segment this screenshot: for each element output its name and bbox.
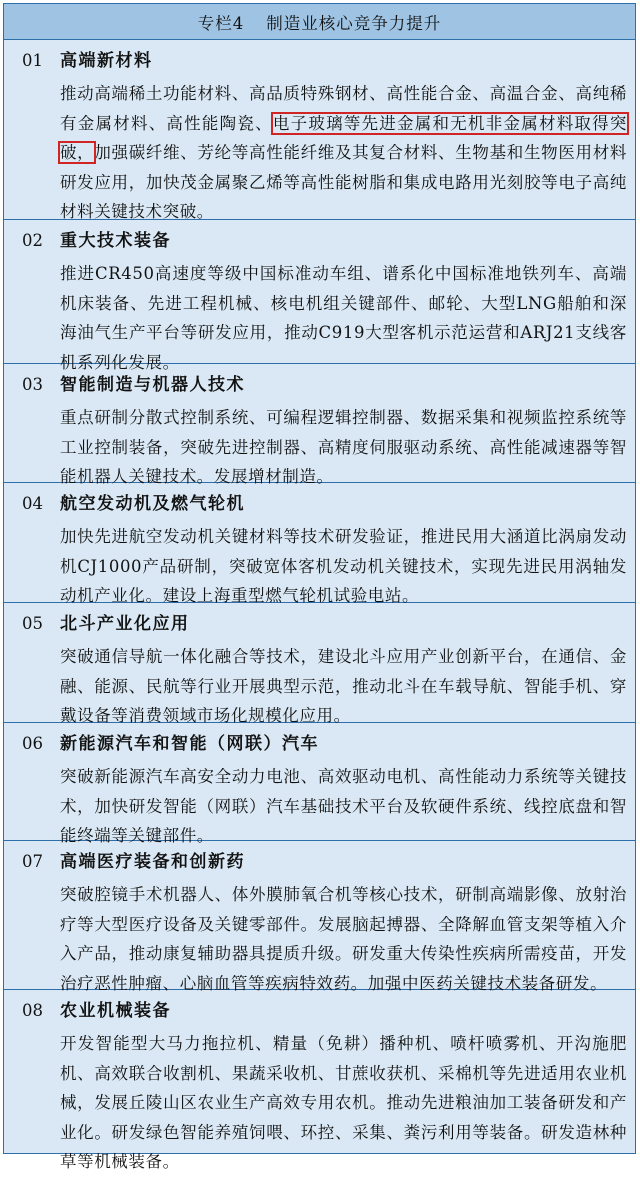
section-aero-engines (4, 483, 635, 603)
section-number: 05 (22, 614, 43, 633)
section-title: 高端新材料 (60, 51, 153, 71)
section-number: 06 (22, 734, 43, 753)
section-title: 智能制造与机器人技术 (60, 375, 245, 395)
section-beidou (4, 603, 635, 723)
column-box (3, 3, 636, 1171)
section-intelligent-manufacturing (4, 364, 635, 486)
section-body: 推进CR450高速度等级中国标准动车组、谱系化中国标准地铁列车、高端机床装备、先进工程机械、核电机组关键部件、邮轮、大型LNG船舶和深海油气生产平台等研发应用，推动C919大型客机示范运营和ARJ21支线客机系列化发展。 (60, 264, 627, 372)
section-number: 07 (22, 852, 43, 871)
section-title: 高端医疗装备和创新药 (60, 852, 245, 872)
section-number: 08 (22, 1001, 43, 1020)
section-title: 航空发动机及燃气轮机 (60, 494, 245, 514)
section-title: 新能源汽车和智能（网联）汽车 (60, 734, 319, 754)
section-new-energy-vehicles (4, 723, 635, 845)
section-title: 北斗产业化应用 (60, 614, 190, 634)
section-body: 开发智能型大马力拖拉机、精量（免耕）播种机、喷杆喷雾机、开沟施肥机、高效联合收割机、果蔬采收机、甘蔗收获机、采棉机等先进适用农业机械，发展丘陵山区农业生产高效专用农机。推动先进粮油加工装备研发和产业化。研发绿色智能养殖饲喂、环控、采集、粪污利用等装备。研发造林种草等机械装备。 (60, 1034, 627, 1171)
section-body (60, 79, 627, 227)
highlighted-text: 电子玻璃等先进金属和无机非金属材料取得突破， (60, 113, 628, 162)
section-body-text: 推动高端稀土功能材料、高品质特殊钢材、高性能合金、高温合金、高纯稀有金属材料、高性能陶瓷、 (60, 84, 627, 133)
section-title: 农业机械装备 (60, 1001, 171, 1021)
section-body: 加快先进航空发动机关键材料等技术研发验证，推进民用大涵道比涡扇发动机CJ1000产品研制，突破宽体客机发动机关键技术，实现先进民用涡轴发动机产业化。建设上海重型燃气轮机试验电站。 (60, 527, 627, 605)
column-header (4, 4, 635, 40)
section-number: 03 (22, 375, 43, 394)
section-number: 02 (22, 231, 43, 250)
column-number: 专栏4 (197, 13, 245, 33)
section-body-text: 加强碳纤维、芳纶等高性能纤维及其复合材料、生物基和生物医用材料研发应用，加快茂金属聚乙烯等高性能树脂和集成电路用光刻胶等电子高纯材料关键技术突破。 (60, 143, 627, 221)
section-body: 突破腔镜手术机器人、体外膜肺氧合机等核心技术，研制高端影像、放射治疗等大型医疗设备及关键零部件。发展脑起搏器、全降解血管支架等植入介入产品，推动康复辅助器具提质升级。研发重大传染性疾病所需疫苗，开发治疗恶性肿瘤、心脑血管等疾病特效药。加强中医药关键技术装备研发。 (60, 885, 627, 993)
section-body: 突破新能源汽车高安全动力电池、高效驱动电机、高性能动力系统等关键技术，加快研发智能（网联）汽车基础技术平台及软硬件系统、线控底盘和智能终端等关键部件。 (60, 767, 627, 845)
section-agricultural-machinery (4, 990, 635, 1171)
section-number: 04 (22, 494, 43, 513)
section-advanced-materials (4, 40, 635, 220)
section-major-equipment (4, 220, 635, 372)
section-number: 01 (22, 51, 43, 70)
section-title: 重大技术装备 (60, 231, 171, 251)
section-medical-equipment (4, 841, 635, 993)
section-body: 重点研制分散式控制系统、可编程逻辑控制器、数据采集和视频监控系统等工业控制装备，突破先进控制器、高精度伺服驱动系统、高性能减速器等智能机器人关键技术。发展增材制造。 (60, 408, 627, 486)
section-body: 突破通信导航一体化融合等技术，建设北斗应用产业创新平台，在通信、金融、能源、民航等行业开展典型示范，推动北斗在车载导航、智能手机、穿戴设备等消费领域市场化规模化应用。 (60, 647, 627, 725)
column-title: 制造业核心竞争力提升 (266, 13, 442, 33)
